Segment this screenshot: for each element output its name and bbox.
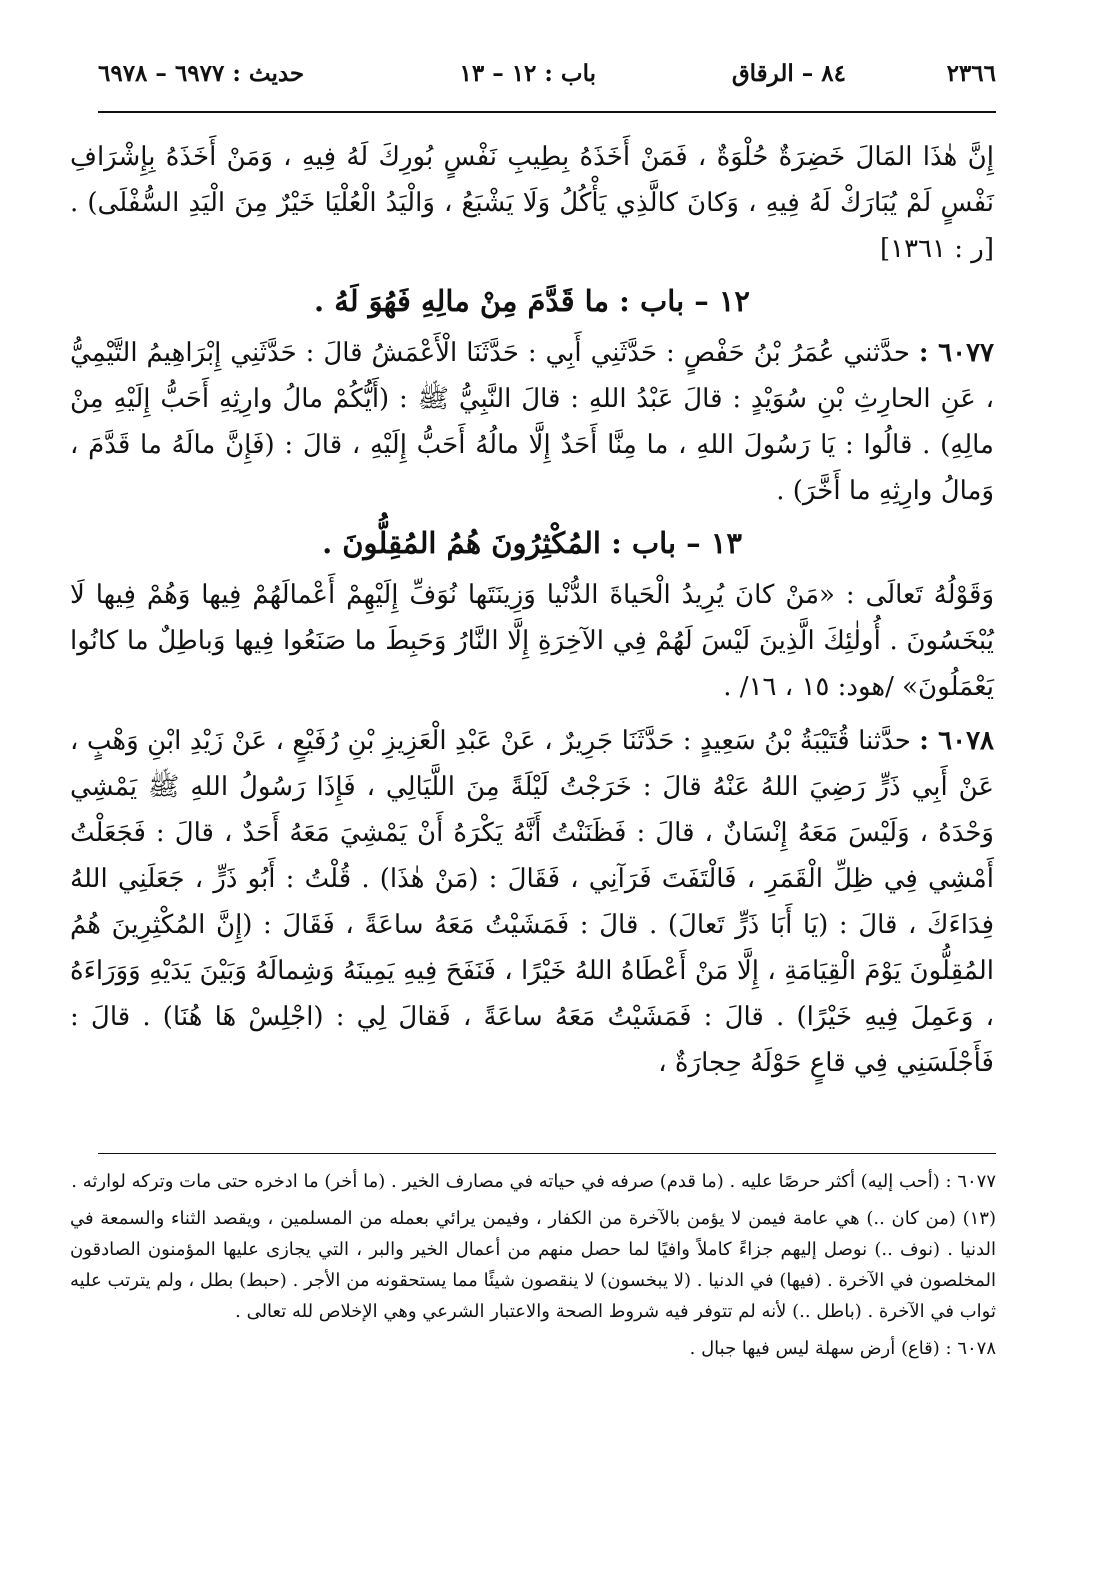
main-text [70,134,994,1086]
book-title: ٨٤ – الرقاق [731,60,846,87]
hadith-text: حدَّثني عُمَرُ بْنُ حَفْصٍ : حَدَّثَنِي أَبِي : حَدَّثَنَا الْأَعْمَشُ قالَ : حَدَّثَنِي إِبْرَاهِيمُ التَّيْمِيُّ ، عَنِ الحارِثِ بْنِ سُوَيْدٍ : قالَ عَبْدُ اللهِ : قالَ النَّبِيُّ ﷺ : (أَيُّكُمْ مالُ وارِثِهِ أَحَبُّ إِلَيْهِ مِنْ مالِهِ) . قالُوا : يَا رَسُولَ اللهِ ، ما مِنَّا أَحَدٌ إِلَّا مالُهُ أَحَبُّ إِلَيْهِ ، قالَ : (فَإِنَّ مالَهُ ما قَدَّمَ ، وَمالُ وارِثِهِ ما أَخَّرَ) . [70,338,994,506]
footnotes [70,1166,996,1370]
header-divider [98,111,996,113]
intro-paragraph: إِنَّ هٰذَا المَالَ خَضِرَةٌ حُلْوَةٌ ، فَمَنْ أَخَذَهُ بِطِيبِ نَفْسٍ بُورِكَ لَهُ فِيهِ ، وَمَنْ أَخَذَهُ بِإِشْرَافِ نَفْسٍ لَمْ يُبَارَكْ لَهُ فِيهِ ، وَكانَ كالَّذِي يَأْكُلُ وَلَا يَشْبَعُ ، وَالْيَدُ الْعُلْيَا خَيْرٌ مِنَ الْيَدِ السُّفْلَى) . [ر : ١٣٦١] [70,142,994,264]
chapter-heading-13: ١٣ – باب : المُكْثِرُونَ هُمُ المُقِلُّونَ . [322,526,742,560]
hadith-6078 [70,718,994,1086]
hadith-number: ٦٠٧٨ : [919,726,995,756]
footnote-6077: ٦٠٧٧ : (أحب إليه) أكثر حرصًا عليه . (ما قدم) صرفه في حياته في مصارف الخير . (ما أخر) ما ادخره حتى مات وتركه لوارثه . [71,1171,996,1192]
bab-range: باب : ١٢ – ١٣ [459,60,596,87]
chapter-heading-12: ١٢ – باب : ما قَدَّمَ مِنْ مالِهِ فَهُوَ لَهُ . [314,284,750,318]
running-header [98,54,996,94]
spacer [70,710,994,718]
footnote-divider [98,1153,996,1154]
hadith-6077 [70,330,994,514]
footnote-13: (١٣) (من كان ..) هي عامة فيمن لا يؤمن بالآخرة من الكفار ، وفيمن يرائي بعمله من المسلمين ، ويقصد الثناء والسمعة في الدنيا . (نوف ..) نوصل إليهم جزاءً كاملاً وافيًا لما حصل منهم من أعمال الخير والبر ، التي يجازى عليها المؤمنون الصادقون المخلصون في الآخرة . (فيها) في الدنيا . (لا يبخسون) لا ينقصون شيئًا مما يستحقونه من الأجر . (حبط) بطل ، ولم يترتب عليه ثواب في الآخرة . (باطل ..) لأنه لم تتوفر فيه شروط الصحة والاعتبار الشرعي وهي الإخلاص لله تعالى . [70,1208,996,1322]
hadith-text: حدَّثنا قُتَيْبَةُ بْنُ سَعِيدٍ : حَدَّثَنَا جَرِيرٌ ، عَنْ عَبْدِ الْعَزِيزِ بْنِ رُفَيْعٍ ، عَنْ زَيْدِ ابْنِ وَهْبٍ ، عَنْ أَبِي ذَرٍّ رَضِيَ اللهُ عَنْهُ قالَ : خَرَجْتُ لَيْلَةً مِنَ اللَّيَالِي ، فَإِذَا رَسُولُ اللهِ ﷺ يَمْشِي وَحْدَهُ ، وَلَيْسَ مَعَهُ إِنْسَانٌ ، قالَ : فَظَنَنْتُ أَنَّهُ يَكْرَهُ أَنْ يَمْشِيَ مَعَهُ أَحَدٌ ، قالَ : فَجَعَلْتُ أَمْشِي فِي ظِلِّ الْقَمَرِ ، فَالْتَفَتَ فَرَآنِي ، فَقَالَ : (مَنْ هٰذَا) . قُلْتُ : أَبُو ذَرٍّ ، جَعَلَنِي اللهُ فِدَاءَكَ ، قالَ : (يَا أَبَا ذَرٍّ تَعالَ) . قالَ : فَمَشَيْتُ مَعَهُ ساعَةً ، فَقَالَ : (إِنَّ المُكْثِرِينَ هُمُ المُقِلُّونَ يَوْمَ الْقِيَامَةِ ، إِلَّا مَنْ أَعْطَاهُ اللهُ خَيْرًا ، فَنَفَحَ فِيهِ يَمِينَهُ وَشِمالَهُ وَبَيْنَ يَدَيْهِ وَوَرَاءَهُ ، وَعَمِلَ فِيهِ خَيْرًا) . قالَ : فَمَشَيْتُ مَعَهُ ساعَةً ، فَقالَ لِي : (اجْلِسْ هَا هُنَا) . قالَ : فَأَجْلَسَنِي فِي قاعٍ حَوْلَهُ حِجارَةٌ ، [70,726,994,1078]
quran-verse: وَقَوْلُهُ تَعالَى : «مَنْ كانَ يُرِيدُ الْحَياةَ الدُّنْيا وَزِينَتَها نُوَفِّ إِلَيْهِمْ أَعْمالَهُمْ فِيها وَهُمْ فِيها لَا يُبْخَسُونَ . أُولٰئِكَ الَّذِينَ لَيْسَ لَهُمْ فِي الآخِرَةِ إِلَّا النَّارُ وَحَبِطَ ما صَنَعُوا فِيها وَباطِلٌ ما كانُوا يَعْمَلُونَ» /هود: ١٥ ، ١٦/ . [70,580,995,702]
footnote-6078: ٦٠٧٨ : (قاع) أرض سهلة ليس فيها جبال . [689,1338,996,1359]
hadith-range: حديث : ٦٩٧٧ – ٦٩٧٨ [98,60,305,87]
hadith-number: ٦٠٧٧ : [918,338,995,368]
page-number: ٢٣٦٦ [946,60,996,87]
